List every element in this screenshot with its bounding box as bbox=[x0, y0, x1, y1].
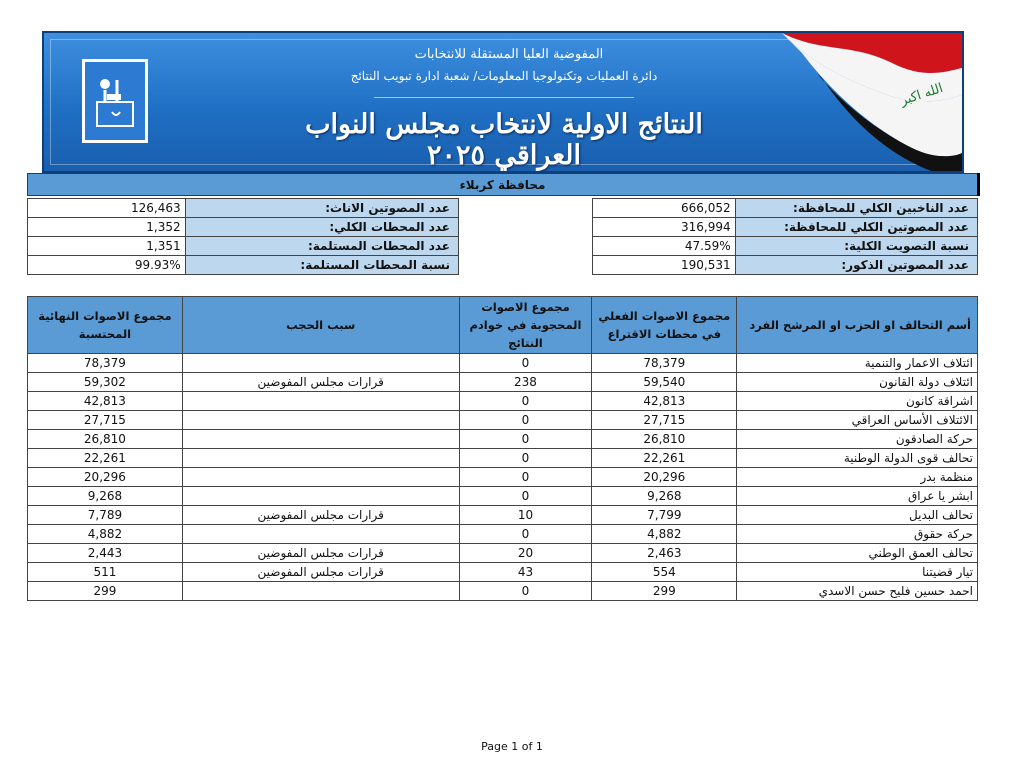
stat-label: عدد المحطات الكلي: bbox=[185, 218, 458, 237]
stat-row bbox=[593, 199, 978, 218]
cell-actual-votes: 78,379 bbox=[592, 354, 737, 373]
stats-right-table bbox=[592, 198, 978, 275]
cell-withheld-votes: 0 bbox=[459, 487, 592, 506]
cell-withheld-votes: 10 bbox=[459, 506, 592, 525]
cell-party-name: حركة حقوق bbox=[737, 525, 978, 544]
cell-actual-votes: 22,261 bbox=[592, 449, 737, 468]
table-row bbox=[28, 373, 978, 392]
stat-row bbox=[28, 199, 459, 218]
table-row bbox=[28, 430, 978, 449]
svg-text:الله اكبر: الله اكبر bbox=[898, 80, 945, 109]
cell-final-votes: 42,813 bbox=[28, 392, 183, 411]
cell-party-name: ائتلاف دولة القانون bbox=[737, 373, 978, 392]
cell-actual-votes: 554 bbox=[592, 563, 737, 582]
header-banner bbox=[42, 31, 964, 173]
col-header-final: مجموع الاصوات النهائية المحتسبة bbox=[28, 297, 183, 354]
table-row bbox=[28, 563, 978, 582]
col-header-reason: سبب الحجب bbox=[182, 297, 459, 354]
cell-party-name: تيار قضيتنا bbox=[737, 563, 978, 582]
cell-withhold-reason: قرارات مجلس المفوضين bbox=[182, 506, 459, 525]
cell-party-name: ابشر يا عراق bbox=[737, 487, 978, 506]
stat-label: عدد الناخبين الكلي للمحافظة: bbox=[735, 199, 977, 218]
results-header-row bbox=[28, 297, 978, 354]
stat-value: 1,351 bbox=[28, 237, 186, 256]
cell-withheld-votes: 0 bbox=[459, 525, 592, 544]
col-header-name: أسم التحالف او الحزب او المرشح الفرد bbox=[737, 297, 978, 354]
col-header-actual: مجموع الاصوات الفعلي في محطات الاقتراع bbox=[592, 297, 737, 354]
cell-actual-votes: 26,810 bbox=[592, 430, 737, 449]
results-body bbox=[28, 354, 978, 601]
cell-actual-votes: 59,540 bbox=[592, 373, 737, 392]
table-row bbox=[28, 449, 978, 468]
col-header-withheld: مجموع الاصوات المحجوبة في خوادم النتائج bbox=[459, 297, 592, 354]
cell-withhold-reason bbox=[182, 487, 459, 506]
cell-actual-votes: 27,715 bbox=[592, 411, 737, 430]
cell-withheld-votes: 0 bbox=[459, 582, 592, 601]
commission-logo-icon bbox=[82, 59, 148, 143]
cell-party-name: ائتلاف الاعمار والتنمية bbox=[737, 354, 978, 373]
cell-actual-votes: 7,799 bbox=[592, 506, 737, 525]
table-row bbox=[28, 392, 978, 411]
stat-row bbox=[593, 237, 978, 256]
province-title: محافظة كربلاء bbox=[27, 173, 978, 196]
commission-name: المفوضية العليا المستقلة للانتخابات bbox=[414, 47, 604, 62]
cell-withhold-reason: قرارات مجلس المفوضين bbox=[182, 563, 459, 582]
cell-withhold-reason: قرارات مجلس المفوضين bbox=[182, 544, 459, 563]
page-title: النتائج الاولية لانتخاب مجلس النواب العراقي ٢٠٢٥ bbox=[305, 109, 703, 171]
cell-withheld-votes: 0 bbox=[459, 449, 592, 468]
cell-withheld-votes: 20 bbox=[459, 544, 592, 563]
stat-label: عدد المصوتين الكلي للمحافظة: bbox=[735, 218, 977, 237]
cell-withheld-votes: 0 bbox=[459, 411, 592, 430]
cell-party-name: الائتلاف الأساس العراقي bbox=[737, 411, 978, 430]
cell-withhold-reason bbox=[182, 411, 459, 430]
table-row bbox=[28, 525, 978, 544]
cell-party-name: تحالف البديل bbox=[737, 506, 978, 525]
cell-final-votes: 59,302 bbox=[28, 373, 183, 392]
cell-withhold-reason: قرارات مجلس المفوضين bbox=[182, 373, 459, 392]
stat-label: عدد المحطات المستلمة: bbox=[185, 237, 458, 256]
cell-final-votes: 7,789 bbox=[28, 506, 183, 525]
stat-row bbox=[593, 256, 978, 275]
cell-actual-votes: 20,296 bbox=[592, 468, 737, 487]
cell-final-votes: 4,882 bbox=[28, 525, 183, 544]
stat-row bbox=[28, 256, 459, 275]
table-row bbox=[28, 354, 978, 373]
stat-label: نسبة التصويت الكلية: bbox=[735, 237, 977, 256]
cell-final-votes: 511 bbox=[28, 563, 183, 582]
stat-value: 47.59% bbox=[593, 237, 736, 256]
stat-label: عدد المصوتين الذكور: bbox=[735, 256, 977, 275]
cell-final-votes: 299 bbox=[28, 582, 183, 601]
stat-value: 99.93% bbox=[28, 256, 186, 275]
stat-value: 190,531 bbox=[593, 256, 736, 275]
stat-value: 126,463 bbox=[28, 199, 186, 218]
page-number: Page 1 of 1 bbox=[481, 740, 543, 753]
stat-row bbox=[28, 237, 459, 256]
stat-value: 666,052 bbox=[593, 199, 736, 218]
cell-party-name: حركة الصادقون bbox=[737, 430, 978, 449]
cell-party-name: منظمة بدر bbox=[737, 468, 978, 487]
cell-actual-votes: 4,882 bbox=[592, 525, 737, 544]
cell-final-votes: 22,261 bbox=[28, 449, 183, 468]
cell-withheld-votes: 0 bbox=[459, 354, 592, 373]
cell-withheld-votes: 0 bbox=[459, 430, 592, 449]
stat-label: عدد المصوتين الاناث: bbox=[185, 199, 458, 218]
cell-actual-votes: 42,813 bbox=[592, 392, 737, 411]
stats-left-table bbox=[27, 198, 459, 275]
cell-party-name: اشراقة كانون bbox=[737, 392, 978, 411]
table-row bbox=[28, 544, 978, 563]
stat-value: 1,352 bbox=[28, 218, 186, 237]
cell-final-votes: 2,443 bbox=[28, 544, 183, 563]
stat-label: نسبة المحطات المستلمة: bbox=[185, 256, 458, 275]
table-row bbox=[28, 487, 978, 506]
stat-value: 316,994 bbox=[593, 218, 736, 237]
cell-withhold-reason bbox=[182, 582, 459, 601]
cell-withhold-reason bbox=[182, 430, 459, 449]
cell-party-name: احمد حسين فليح حسن الاسدي bbox=[737, 582, 978, 601]
department-name: دائرة العمليات وتكنولوجيا المعلومات/ شعبة ادارة تبويب النتائج bbox=[350, 69, 658, 83]
cell-final-votes: 20,296 bbox=[28, 468, 183, 487]
cell-withheld-votes: 238 bbox=[459, 373, 592, 392]
cell-final-votes: 78,379 bbox=[28, 354, 183, 373]
cell-withheld-votes: 43 bbox=[459, 563, 592, 582]
cell-final-votes: 9,268 bbox=[28, 487, 183, 506]
cell-withhold-reason bbox=[182, 525, 459, 544]
cell-withhold-reason bbox=[182, 449, 459, 468]
cell-actual-votes: 299 bbox=[592, 582, 737, 601]
table-row bbox=[28, 582, 978, 601]
table-row bbox=[28, 411, 978, 430]
cell-withheld-votes: 0 bbox=[459, 468, 592, 487]
stat-row bbox=[593, 218, 978, 237]
cell-withhold-reason bbox=[182, 468, 459, 487]
table-row bbox=[28, 506, 978, 525]
cell-actual-votes: 9,268 bbox=[592, 487, 737, 506]
stat-row bbox=[28, 218, 459, 237]
cell-party-name: تحالف قوى الدولة الوطنية bbox=[737, 449, 978, 468]
cell-party-name: تحالف العمق الوطني bbox=[737, 544, 978, 563]
iraqi-flag-icon bbox=[762, 33, 962, 173]
table-row bbox=[28, 468, 978, 487]
banner-divider bbox=[374, 97, 634, 98]
cell-final-votes: 27,715 bbox=[28, 411, 183, 430]
cell-final-votes: 26,810 bbox=[28, 430, 183, 449]
cell-withheld-votes: 0 bbox=[459, 392, 592, 411]
results-table bbox=[27, 296, 978, 601]
cell-withhold-reason bbox=[182, 354, 459, 373]
cell-withhold-reason bbox=[182, 392, 459, 411]
cell-actual-votes: 2,463 bbox=[592, 544, 737, 563]
